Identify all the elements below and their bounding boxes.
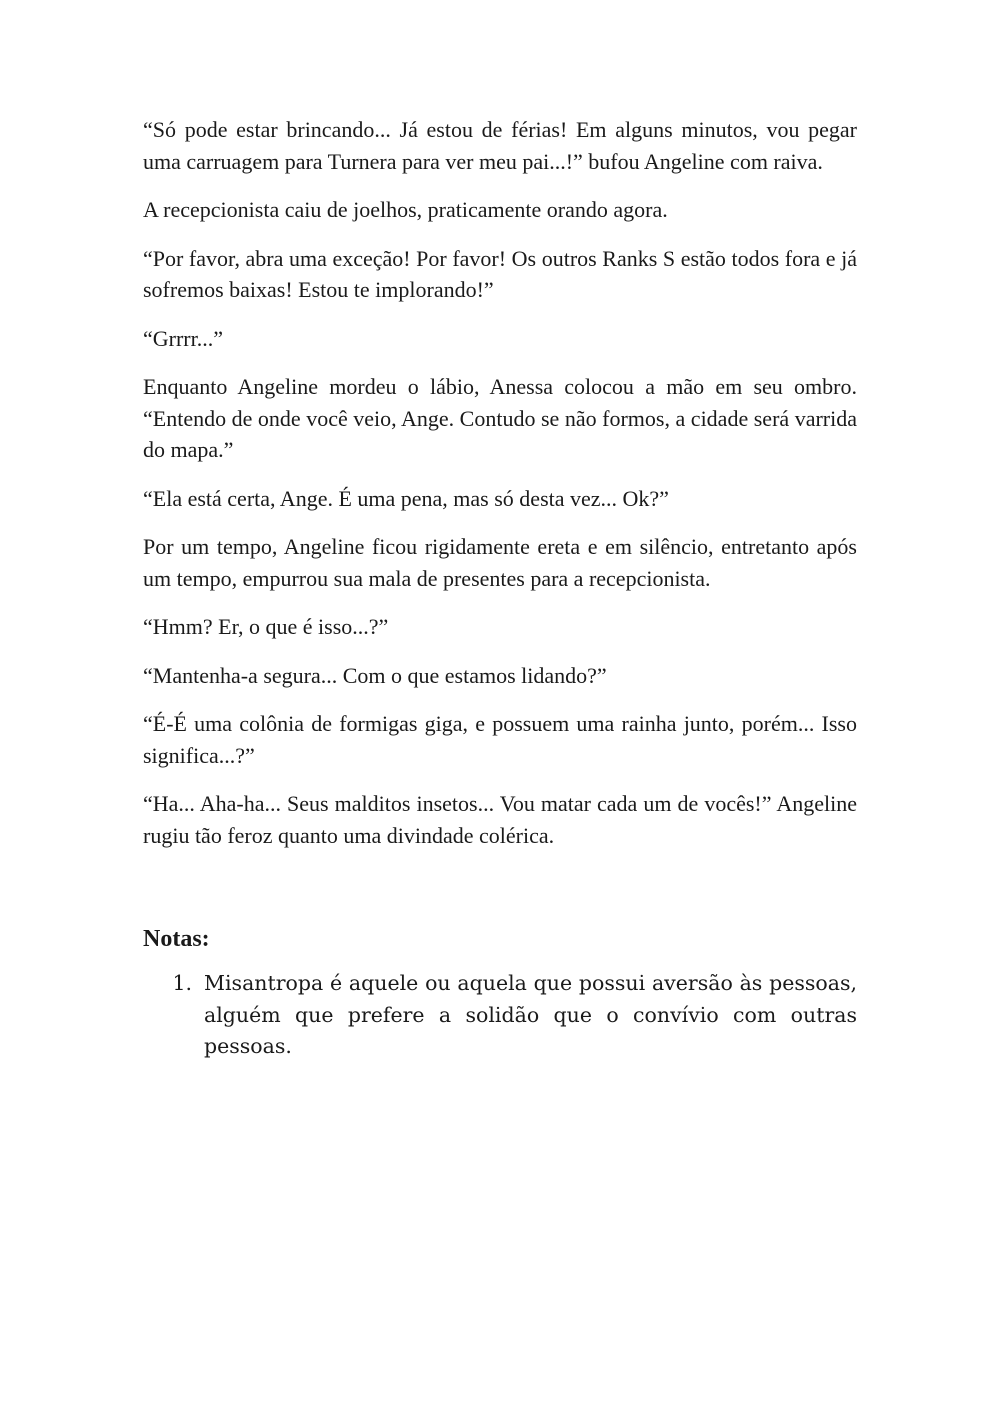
note-text: Misantropa é aquele ou aquela que possui aversão às pessoas, alguém que prefere a solidão que o convívio com outras pessoas. bbox=[204, 971, 857, 1058]
paragraph-3: “Por favor, abra uma exceção! Por favor! Os outros Ranks S estão todos fora e já sofremos baixas! Estou te implorando!” bbox=[143, 245, 857, 302]
document-page bbox=[143, 114, 857, 1063]
notes-list bbox=[143, 968, 857, 1063]
paragraph-9: “Mantenha-a segura... Com o que estamos lidando?” bbox=[143, 662, 607, 688]
paragraph-1: “Só pode estar brincando... Já estou de férias! Em alguns minutos, vou pegar uma carruagem para Turnera para ver meu pai...!” bufou Angeline com raiva. bbox=[143, 117, 857, 174]
note-item bbox=[143, 968, 857, 1063]
paragraph-11: “Ha... Aha-ha... Seus malditos insetos... Vou matar cada um de vocês!” Angeline rugiu tão feroz quanto uma divindade colérica. bbox=[143, 791, 857, 848]
paragraph-4: “Grrrr...” bbox=[143, 325, 224, 351]
paragraph-2: A recepcionista caiu de joelhos, praticamente orando agora. bbox=[143, 197, 668, 222]
paragraph-10: “É-É uma colônia de formigas giga, e possuem uma rainha junto, porém... Isso significa...?” bbox=[143, 711, 857, 768]
notes-heading: Notas: bbox=[143, 926, 210, 952]
paragraph-6: “Ela está certa, Ange. É uma pena, mas só desta vez... Ok?” bbox=[143, 485, 669, 511]
paragraph-7: Por um tempo, Angeline ficou rigidamente ereta e em silêncio, entretanto após um tempo, empurrou sua mala de presentes para a recepcionista. bbox=[143, 534, 857, 591]
note-number: 1. bbox=[172, 971, 192, 995]
paragraph-5: Enquanto Angeline mordeu o lábio, Anessa colocou a mão em seu ombro. “Entendo de onde você veio, Ange. Contudo se não formos, a cidade será varrida do mapa.” bbox=[143, 374, 857, 462]
paragraph-8: “Hmm? Er, o que é isso...?” bbox=[143, 614, 389, 639]
